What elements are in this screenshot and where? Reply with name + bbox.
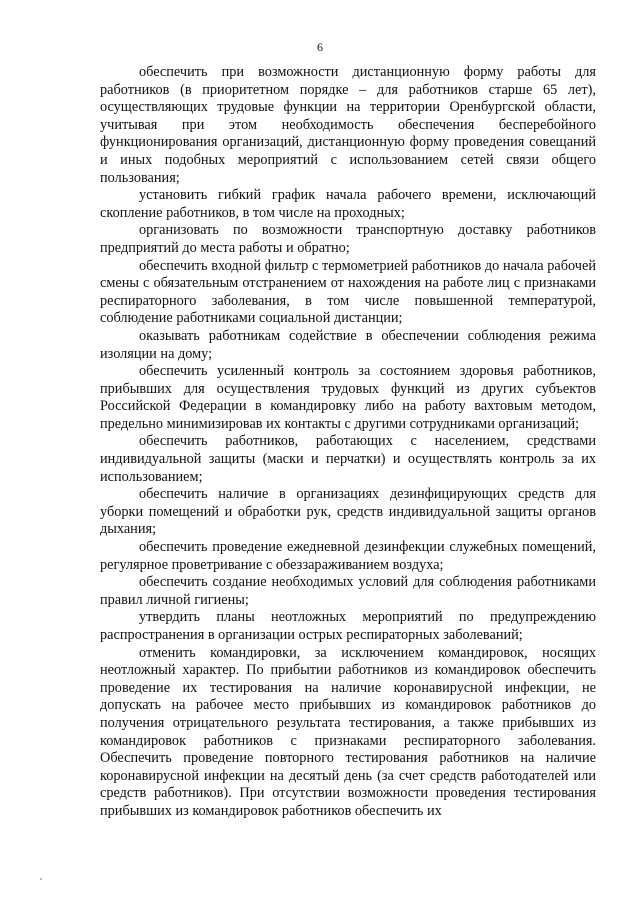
paragraph-daily-disinfection: обеспечить проведение ежедневной дезинфекции служебных помещений, регулярное проветривание с обеззараживанием воздуха; — [100, 539, 596, 573]
paragraph-hygiene: обеспечить создание необходимых условий для соблюдения работниками правил личной гигиены; — [100, 574, 596, 608]
paragraph-flexible-schedule: установить гибкий график начала рабочего времени, исключающий скопление работников, в том числе на проходных; — [100, 187, 596, 221]
scan-speck — [40, 878, 42, 880]
paragraph-remote-work: обеспечить при возможности дистанционную форму работы для работников (в приоритетном порядке – для работников старше 65 лет), осуществляющих трудовые функции на территории Оренбургской области, учитывая при этом необходимость обеспечения бесперебойного функционирования организаций, дистанционную форму проведения совещаний и иных подобных мероприятий с использованием сетей связи общего пользования; — [100, 64, 596, 186]
paragraph-protective-equipment: обеспечить работников, работающих с населением, средствами индивидуальной защиты (маски и перчатки) и осуществлять контроль за их использованием; — [100, 433, 596, 485]
paragraph-health-control: обеспечить усиленный контроль за состоянием здоровья работников, прибывших для осуществления трудовых функций из других субъектов Российской Федерации в командировку либо на работу вахтовым методом, предельно минимизировав их контакты с другими сотрудниками организаций; — [100, 363, 596, 432]
paragraph-transport: организовать по возможности транспортную доставку работников предприятий до места работы и обратно; — [100, 222, 596, 256]
page-number: 6 — [317, 40, 323, 54]
paragraph-disinfectants: обеспечить наличие в организациях дезинфицирующих средств для уборки помещений и обработки рук, средств индивидуальной защиты органов дыхания; — [100, 486, 596, 538]
paragraph-business-trips: отменить командировки, за исключением командировок, носящих неотложный характер. По прибытии работников из командировок обеспечить проведение их тестирования на наличие коронавирусной инфекции, не допускать на рабочее место прибывших из командировок работников до получения отрицательного результата тестирования, а также прибывших из командировок работников с признаками респираторного заболевания. Обеспечить проведение повторного тестирования работников на наличие коронавирусной инфекции на десятый день (за счет средств работодателей или средств работников). При отсутствии возможности проведения тестирования прибывших из командировок работников обеспечить их — [100, 644, 596, 819]
paragraph-home-isolation: оказывать работникам содействие в обеспечении соблюдения режима изоляции на дому; — [100, 327, 596, 362]
paragraph-emergency-plans: утвердить планы неотложных мероприятий по предупреждению распространения в организации острых респираторных заболеваний; — [100, 609, 596, 643]
paragraph-thermometry: обеспечить входной фильтр с термометрией работников до начала рабочей смены с обязательным отстранением от нахождения на работе лиц с признаками респираторного заболевания, в том числе повышенной температурой, соблюдение работниками социальной дистанции; — [100, 257, 596, 327]
document-body — [100, 64, 596, 821]
